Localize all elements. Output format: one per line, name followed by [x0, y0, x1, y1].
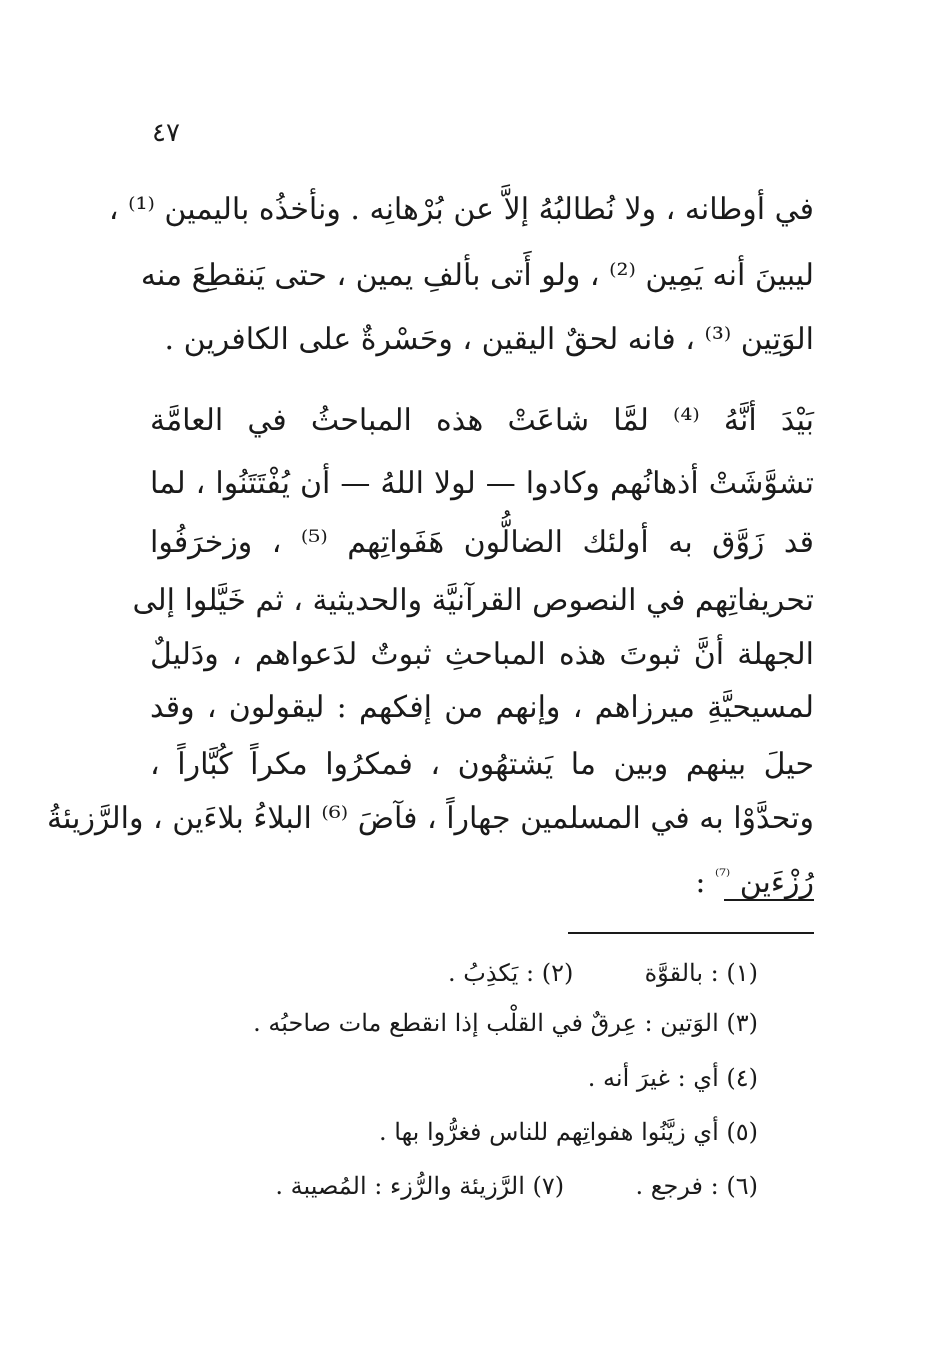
paragraph2-line7: حيلَ بينهم وبين ما يَشتهُون ، فمكرُوا مكراً كُبَّاراً ،	[150, 747, 814, 782]
closing-underline	[724, 899, 814, 901]
footnote-4: (٤) أي : غيرَ أنه .	[587, 1064, 758, 1092]
paragraph1-line1: في أوطانه ، ولا نُطالبُهُ إلاَّ عن بُرْهانِه . ونأخذُه باليمين ⁽¹⁾ ،	[108, 192, 814, 227]
paragraph2-line6: لمسيحيَّةِ ميرزاهم ، وإنهم من إفكهم : ليقولون ، وقد	[150, 690, 814, 725]
paragraph2-line2: تشوَّشَتْ أذهانُهم وكادوا — لولا اللهُ — أن يُفْتَتَنُوا ، لما	[150, 466, 814, 501]
paragraph1-line3: الوَتِين ⁽³⁾ ، فانه لحقٌ اليقين ، وحَسْرةٌ على الكافرين .	[164, 322, 814, 357]
footnote-marker-7: ⁽⁷⁾	[714, 866, 731, 886]
paragraph2-line5: الجهلة أنَّ ثبوتَ هذه المباحثِ ثبوتٌ لدَعواهم ، ودَليلٌ	[150, 637, 814, 672]
page-number: ٤٧	[152, 118, 180, 148]
footnote-row-1	[150, 953, 758, 993]
footnote-7: (٧) الرَّزيئة والرُّزء : المُصيبة .	[275, 1172, 565, 1200]
footnote-2: (٢) : يَكذِبُ .	[447, 959, 574, 987]
final-colon: :	[695, 865, 706, 900]
paragraph2-line4: تحريفاتِهم في النصوص القرآنيَّة والحديثية ، ثم خَيَّلوا إلى	[132, 583, 814, 618]
paragraph2-line3: قد زَوَّق به أولئك الضالُّون هَفَواتِهم ⁽⁵⁾ ، وزخرَفُوا	[150, 525, 815, 560]
footnote-3: (٣) الوَتين : عِرقٌ في القلْب إذا انقطع مات صاحبُه .	[253, 1009, 758, 1037]
final-word: رُزْءَين	[739, 865, 814, 900]
paragraph1-line2: ليبينَ أنه يَمِين ⁽²⁾ ، ولو أَتى بألفِ يمين ، حتى يَنقطِعَ منه	[140, 258, 814, 293]
footnote-5: (٥) أي زيَّنُوا هفواتِهم للناس فغرُّوا بها .	[379, 1118, 758, 1146]
footnote-1: (١) : بالقوَّة	[644, 959, 758, 987]
paragraph2-line9	[150, 848, 814, 904]
footnote-row-6	[150, 1166, 758, 1206]
paragraph2-line8: وتحدَّوْا به في المسلمين جهاراً ، فآضَ ⁽⁶⁾ البلاءُ بلاءَين ، والرَّزيئةُ	[47, 801, 814, 836]
paragraph2-line1: بَيْدَ أنَّهُ ⁽⁴⁾ لمَّا شاعَتْ هذه المباحثُ في العامَّة	[150, 403, 814, 438]
footnote-separator	[568, 932, 814, 934]
footnote-6: (٦) : فرجع .	[635, 1172, 758, 1200]
